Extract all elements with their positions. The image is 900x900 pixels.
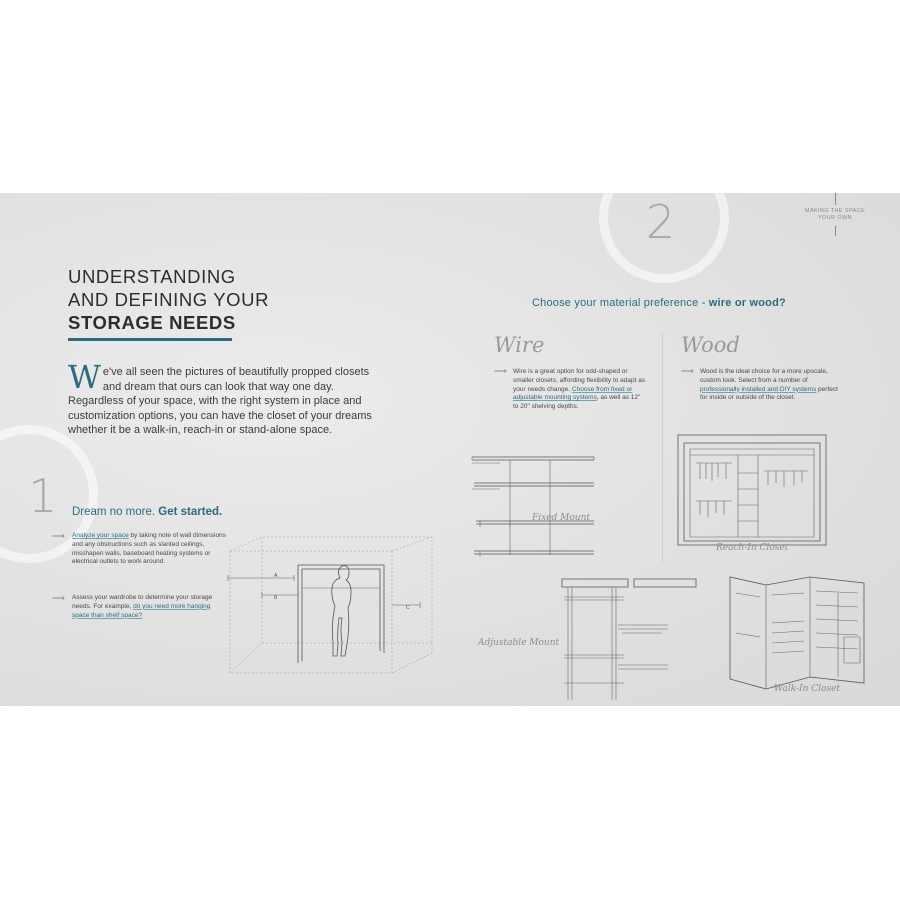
arrow-icon: ⟶ [52,531,65,541]
adjustable-mount-sketch [558,575,688,700]
dim-label-c: C [406,605,410,611]
wire-heading: Wire [494,333,545,357]
choose-bold: wire or wood? [708,297,786,309]
page-title [68,265,269,334]
wire-text: Wire is a great option for odd-shaped or smaller closets, affording flexibility to adapt as your needs change. [513,368,646,393]
material-question [532,297,786,309]
title-underline [68,338,232,341]
dream-lead: Dream no more. [72,506,156,518]
walk-in-closet-sketch [726,573,866,691]
dim-label-b: B [274,595,278,601]
wire-wood-divider [662,333,663,563]
brochure-spread [0,193,900,706]
title-line-2: AND DEFINING YOUR [68,289,270,310]
wire-mount-link[interactable]: Choose from fixed or adjustable mounting systems [513,385,633,402]
dream-bold: Get started. [158,506,223,518]
choose-lead: Choose your material preference - [532,297,709,309]
bullet2-text: Assess your wardrobe to determine your storage needs. For example, [72,594,213,610]
bullet1-text: by taking note of wall dimensions and any obstructions such as slanted ceilings, misshapen walls, baseboard heating systems or electrical outlets to work around. [72,532,226,566]
bullet-assess [72,594,228,620]
closet-dimension-diagram [222,533,437,683]
arrow-icon: ⟶ [681,366,694,376]
wood-systems-link[interactable]: professionally installed and DIY systems [700,385,817,393]
wire-text-end: , as well as 12" to 20" shelving depths. [513,394,641,411]
fixed-mount-sketch [470,455,600,560]
reach-in-closet-sketch [676,433,831,548]
adjustable-mount-label: Adjustable Mount [478,638,560,648]
header-divider-bottom [835,226,836,236]
wood-text: Wood is the ideal choice for a more upscale, custom look. Select from a number of [700,368,828,384]
title-line-1: UNDERSTANDING [68,266,236,287]
arrow-icon: ⟶ [52,593,65,603]
step-1-number: 1 [28,469,58,523]
title-line-3: STORAGE NEEDS [68,312,236,333]
intro-text: e've all seen the pictures of beautifully propped closets and dream that ours can look that way one day. Regardless of your space, with the right system in place and customization options, you can have the closet of your dreams whether it be a walk-in, reach-in or stand-alone space. [68,366,372,436]
analyze-space-link[interactable]: Analyze your space [72,532,129,539]
wood-description [700,368,840,403]
fixed-mount-label: Fixed Mount [532,513,590,523]
intro-dropcap: W [68,358,101,396]
step-2-number: 2 [646,195,676,249]
section-label: MAKING THE SPACE YOUR OWN [804,208,866,221]
walk-in-closet-label: Walk-In Closet [774,684,841,694]
dream-heading [72,506,222,518]
dim-label-a: A [274,573,278,579]
bullet-analyze [72,532,234,567]
arrow-icon: ⟶ [494,366,507,376]
reach-in-closet-label: Reach-In Closet [716,543,789,553]
header-divider-top [835,193,836,205]
hanging-space-link[interactable]: do you need more hanging space than shelf space? [72,602,211,619]
wood-heading: Wood [681,333,740,357]
intro-paragraph [68,358,386,438]
wood-text-end: perfect for inside or outside of the closet. [700,385,838,402]
wire-description [513,368,646,412]
